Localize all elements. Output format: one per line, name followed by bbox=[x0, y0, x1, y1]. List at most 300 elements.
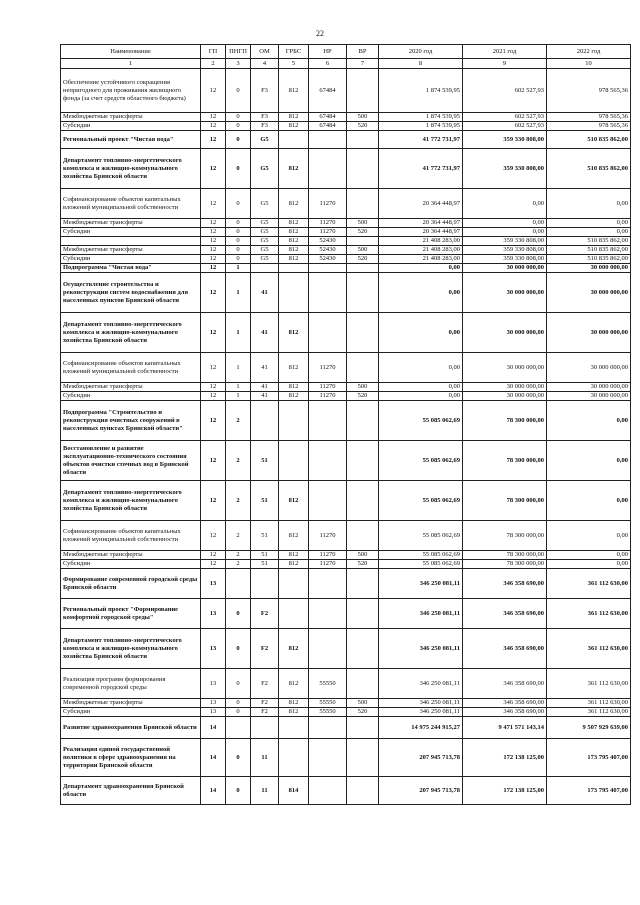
row-amount-2022: 0,00 bbox=[547, 401, 631, 441]
row-vr bbox=[347, 149, 379, 189]
row-vr: 520 bbox=[347, 228, 379, 237]
header-vr: ВР bbox=[347, 45, 379, 59]
column-number: 4 bbox=[251, 59, 279, 69]
row-amount-2021: 9 471 571 143,14 bbox=[463, 717, 547, 739]
row-amount-2020: 41 772 731,97 bbox=[379, 131, 463, 149]
row-amount-2022: 0,00 bbox=[547, 189, 631, 219]
row-amount-2022: 30 000 000,00 bbox=[547, 383, 631, 392]
page-number: 22 bbox=[316, 29, 324, 38]
row-grbs bbox=[279, 401, 309, 441]
row-nr: 52430 bbox=[309, 255, 347, 264]
row-amount-2021: 30 000 000,00 bbox=[463, 264, 547, 273]
row-vr bbox=[347, 717, 379, 739]
row-om bbox=[251, 569, 279, 599]
row-om: G5 bbox=[251, 228, 279, 237]
row-amount-2022: 30 000 000,00 bbox=[547, 264, 631, 273]
row-vr bbox=[347, 69, 379, 113]
row-amount-2020: 41 772 731,97 bbox=[379, 149, 463, 189]
row-amount-2021: 359 330 808,00 bbox=[463, 149, 547, 189]
row-om bbox=[251, 401, 279, 441]
row-om: 41 bbox=[251, 392, 279, 401]
row-amount-2020: 1 874 539,95 bbox=[379, 113, 463, 122]
row-om: 41 bbox=[251, 383, 279, 392]
header-grbs: ГРБС bbox=[279, 45, 309, 59]
row-vr bbox=[347, 237, 379, 246]
row-pngp: 0 bbox=[226, 777, 251, 805]
row-gp: 13 bbox=[201, 669, 226, 699]
row-nr bbox=[309, 569, 347, 599]
table-row bbox=[61, 441, 631, 481]
row-amount-2021: 30 000 000,00 bbox=[463, 273, 547, 313]
row-nr: 11270 bbox=[309, 383, 347, 392]
row-amount-2022: 510 835 862,00 bbox=[547, 255, 631, 264]
table-row bbox=[61, 228, 631, 237]
row-amount-2020: 14 975 244 915,27 bbox=[379, 717, 463, 739]
column-number: 1 bbox=[61, 59, 201, 69]
table-row bbox=[61, 717, 631, 739]
row-vr: 500 bbox=[347, 219, 379, 228]
header-gp: ГП bbox=[201, 45, 226, 59]
row-amount-2020: 55 085 062,69 bbox=[379, 401, 463, 441]
row-nr bbox=[309, 777, 347, 805]
row-gp: 12 bbox=[201, 353, 226, 383]
row-name bbox=[61, 237, 201, 246]
row-amount-2022: 30 000 000,00 bbox=[547, 392, 631, 401]
row-grbs: 812 bbox=[279, 255, 309, 264]
row-nr: 67484 bbox=[309, 69, 347, 113]
row-grbs: 814 bbox=[279, 777, 309, 805]
row-pngp: 0 bbox=[226, 255, 251, 264]
row-amount-2021: 30 000 000,00 bbox=[463, 392, 547, 401]
row-amount-2021: 359 330 808,00 bbox=[463, 246, 547, 255]
row-pngp: 2 bbox=[226, 560, 251, 569]
row-vr bbox=[347, 569, 379, 599]
row-gp: 13 bbox=[201, 708, 226, 717]
table-row bbox=[61, 149, 631, 189]
row-pngp: 0 bbox=[226, 246, 251, 255]
table-row bbox=[61, 392, 631, 401]
row-pngp: 0 bbox=[226, 149, 251, 189]
row-gp: 12 bbox=[201, 383, 226, 392]
row-nr bbox=[309, 739, 347, 777]
row-nr: 52430 bbox=[309, 246, 347, 255]
row-om bbox=[251, 717, 279, 739]
column-number-row bbox=[61, 59, 631, 69]
row-grbs: 812 bbox=[279, 246, 309, 255]
row-pngp bbox=[226, 717, 251, 739]
row-gp: 12 bbox=[201, 228, 226, 237]
row-om: F3 bbox=[251, 113, 279, 122]
row-grbs: 812 bbox=[279, 392, 309, 401]
table-row bbox=[61, 255, 631, 264]
row-amount-2021: 359 330 808,00 bbox=[463, 255, 547, 264]
row-gp: 13 bbox=[201, 629, 226, 669]
row-nr: 11270 bbox=[309, 228, 347, 237]
row-amount-2020: 0,00 bbox=[379, 353, 463, 383]
row-amount-2020: 21 408 283,00 bbox=[379, 255, 463, 264]
row-om bbox=[251, 264, 279, 273]
row-amount-2021: 602 527,93 bbox=[463, 113, 547, 122]
row-vr: 520 bbox=[347, 122, 379, 131]
row-amount-2021: 78 300 000,00 bbox=[463, 551, 547, 560]
row-amount-2021: 30 000 000,00 bbox=[463, 313, 547, 353]
row-amount-2021: 30 000 000,00 bbox=[463, 383, 547, 392]
table-row bbox=[61, 131, 631, 149]
row-gp: 12 bbox=[201, 255, 226, 264]
row-grbs bbox=[279, 599, 309, 629]
row-vr: 500 bbox=[347, 699, 379, 708]
row-gp: 13 bbox=[201, 699, 226, 708]
row-pngp: 2 bbox=[226, 401, 251, 441]
row-amount-2021: 78 300 000,00 bbox=[463, 441, 547, 481]
row-grbs: 812 bbox=[279, 353, 309, 383]
table-row bbox=[61, 708, 631, 717]
row-gp: 12 bbox=[201, 441, 226, 481]
row-pngp: 0 bbox=[226, 113, 251, 122]
row-nr: 11270 bbox=[309, 189, 347, 219]
row-vr bbox=[347, 777, 379, 805]
table-row bbox=[61, 353, 631, 383]
header-nr: НР bbox=[309, 45, 347, 59]
row-vr: 500 bbox=[347, 551, 379, 560]
row-vr bbox=[347, 521, 379, 551]
row-om: G5 bbox=[251, 255, 279, 264]
row-amount-2020: 346 250 081,11 bbox=[379, 699, 463, 708]
row-amount-2021: 346 358 690,00 bbox=[463, 569, 547, 599]
row-amount-2020: 55 085 062,69 bbox=[379, 551, 463, 560]
row-om: 11 bbox=[251, 739, 279, 777]
row-grbs bbox=[279, 569, 309, 599]
header-2020: 2020 год bbox=[379, 45, 463, 59]
row-grbs: 812 bbox=[279, 560, 309, 569]
row-amount-2020: 55 085 062,69 bbox=[379, 481, 463, 521]
row-grbs: 812 bbox=[279, 228, 309, 237]
row-gp: 12 bbox=[201, 122, 226, 131]
row-nr: 11270 bbox=[309, 353, 347, 383]
row-vr bbox=[347, 189, 379, 219]
row-name: Департамент топливно-энергетического комплекса и жилищно-коммунального хозяйства Брянской области bbox=[61, 481, 201, 521]
column-number: 9 bbox=[463, 59, 547, 69]
row-nr: 11270 bbox=[309, 551, 347, 560]
row-grbs: 812 bbox=[279, 551, 309, 560]
row-vr bbox=[347, 629, 379, 669]
row-pngp: 0 bbox=[226, 629, 251, 669]
row-grbs: 812 bbox=[279, 383, 309, 392]
row-amount-2020: 0,00 bbox=[379, 313, 463, 353]
row-gp: 12 bbox=[201, 264, 226, 273]
row-nr bbox=[309, 264, 347, 273]
row-vr bbox=[347, 739, 379, 777]
row-amount-2022: 0,00 bbox=[547, 481, 631, 521]
row-om: G5 bbox=[251, 246, 279, 255]
row-om: F2 bbox=[251, 699, 279, 708]
row-pngp: 2 bbox=[226, 441, 251, 481]
row-om: 41 bbox=[251, 313, 279, 353]
row-amount-2020: 0,00 bbox=[379, 273, 463, 313]
row-pngp: 2 bbox=[226, 481, 251, 521]
row-name: Подпрограмма "Чистая вода" bbox=[61, 264, 201, 273]
row-grbs bbox=[279, 441, 309, 481]
header-2022: 2022 год bbox=[547, 45, 631, 59]
row-amount-2021: 78 300 000,00 bbox=[463, 521, 547, 551]
table-row bbox=[61, 401, 631, 441]
row-name: Субсидии bbox=[61, 560, 201, 569]
row-amount-2021: 602 527,93 bbox=[463, 122, 547, 131]
column-number: 7 bbox=[347, 59, 379, 69]
row-name: Обеспечение устойчивого сокращения непригодного для проживания жилищного фонда (за счет средств областного бюджета) bbox=[61, 69, 201, 113]
row-om: 51 bbox=[251, 521, 279, 551]
row-pngp: 2 bbox=[226, 521, 251, 551]
row-name: Межбюджетные трансферты bbox=[61, 113, 201, 122]
row-amount-2022: 361 112 630,00 bbox=[547, 599, 631, 629]
table-row bbox=[61, 599, 631, 629]
row-grbs: 812 bbox=[279, 69, 309, 113]
row-pngp: 0 bbox=[226, 219, 251, 228]
row-vr bbox=[347, 131, 379, 149]
row-vr bbox=[347, 313, 379, 353]
row-nr bbox=[309, 131, 347, 149]
column-number: 3 bbox=[226, 59, 251, 69]
row-om: F2 bbox=[251, 599, 279, 629]
row-om: 11 bbox=[251, 777, 279, 805]
row-vr: 500 bbox=[347, 113, 379, 122]
row-name: Софинансирование объектов капитальных вложений муниципальной собственности bbox=[61, 353, 201, 383]
row-name: Субсидии bbox=[61, 392, 201, 401]
table-row bbox=[61, 739, 631, 777]
table-row bbox=[61, 69, 631, 113]
row-grbs: 812 bbox=[279, 189, 309, 219]
row-amount-2021: 346 358 690,00 bbox=[463, 599, 547, 629]
table-row bbox=[61, 313, 631, 353]
row-om: 51 bbox=[251, 481, 279, 521]
row-amount-2021: 346 358 690,00 bbox=[463, 708, 547, 717]
budget-table bbox=[60, 44, 631, 805]
row-amount-2020: 346 250 081,11 bbox=[379, 599, 463, 629]
row-om: G5 bbox=[251, 189, 279, 219]
row-name: Субсидии bbox=[61, 708, 201, 717]
row-pngp: 1 bbox=[226, 383, 251, 392]
row-nr bbox=[309, 481, 347, 521]
header-row bbox=[61, 45, 631, 59]
row-pngp bbox=[226, 569, 251, 599]
row-pngp: 0 bbox=[226, 228, 251, 237]
table-row bbox=[61, 481, 631, 521]
row-amount-2022: 361 112 630,00 bbox=[547, 699, 631, 708]
row-nr bbox=[309, 149, 347, 189]
row-amount-2021: 172 138 125,00 bbox=[463, 739, 547, 777]
row-amount-2021: 30 000 000,00 bbox=[463, 353, 547, 383]
row-pngp: 0 bbox=[226, 699, 251, 708]
row-grbs bbox=[279, 739, 309, 777]
row-name: Реализация единой государственной политики в сфере здравоохранения на территории Брянской области bbox=[61, 739, 201, 777]
table-row bbox=[61, 219, 631, 228]
row-vr bbox=[347, 264, 379, 273]
table-row bbox=[61, 569, 631, 599]
row-gp: 12 bbox=[201, 521, 226, 551]
row-om: F3 bbox=[251, 122, 279, 131]
row-name: Департамент топливно-энергетического комплекса и жилищно-коммунального хозяйства Брянской области bbox=[61, 629, 201, 669]
row-om: G5 bbox=[251, 219, 279, 228]
row-name: Межбюджетные трансферты bbox=[61, 246, 201, 255]
table-row bbox=[61, 521, 631, 551]
row-vr bbox=[347, 481, 379, 521]
row-amount-2020: 0,00 bbox=[379, 264, 463, 273]
row-pngp: 1 bbox=[226, 313, 251, 353]
row-om: F2 bbox=[251, 629, 279, 669]
table-row bbox=[61, 699, 631, 708]
row-gp: 12 bbox=[201, 551, 226, 560]
row-amount-2022: 978 565,36 bbox=[547, 69, 631, 113]
row-name: Департамент топливно-энергетического комплекса и жилищно-коммунального хозяйства Брянской области bbox=[61, 313, 201, 353]
row-pngp: 0 bbox=[226, 708, 251, 717]
row-gp: 14 bbox=[201, 717, 226, 739]
row-pngp: 0 bbox=[226, 237, 251, 246]
row-nr: 67484 bbox=[309, 113, 347, 122]
row-grbs: 812 bbox=[279, 521, 309, 551]
row-amount-2020: 346 250 081,11 bbox=[379, 629, 463, 669]
row-nr: 11270 bbox=[309, 392, 347, 401]
row-amount-2021: 602 527,93 bbox=[463, 69, 547, 113]
row-name: Межбюджетные трансферты bbox=[61, 383, 201, 392]
row-amount-2022: 9 507 929 639,00 bbox=[547, 717, 631, 739]
row-nr: 55550 bbox=[309, 699, 347, 708]
row-amount-2022: 0,00 bbox=[547, 521, 631, 551]
row-amount-2022: 173 795 407,00 bbox=[547, 739, 631, 777]
row-gp: 12 bbox=[201, 69, 226, 113]
row-nr: 55550 bbox=[309, 708, 347, 717]
column-number: 2 bbox=[201, 59, 226, 69]
row-name: Реализация программ формирования современной городской среды bbox=[61, 669, 201, 699]
row-amount-2020: 346 250 081,11 bbox=[379, 569, 463, 599]
row-om: 51 bbox=[251, 560, 279, 569]
row-vr: 520 bbox=[347, 560, 379, 569]
row-grbs: 812 bbox=[279, 481, 309, 521]
row-vr bbox=[347, 401, 379, 441]
row-pngp: 1 bbox=[226, 273, 251, 313]
row-amount-2021: 78 300 000,00 bbox=[463, 560, 547, 569]
row-gp: 12 bbox=[201, 131, 226, 149]
row-amount-2020: 55 085 062,69 bbox=[379, 441, 463, 481]
row-grbs: 812 bbox=[279, 669, 309, 699]
row-amount-2021: 0,00 bbox=[463, 219, 547, 228]
row-grbs bbox=[279, 131, 309, 149]
row-amount-2021: 0,00 bbox=[463, 189, 547, 219]
row-nr: 55550 bbox=[309, 669, 347, 699]
row-amount-2020: 21 408 283,00 bbox=[379, 246, 463, 255]
row-om: 41 bbox=[251, 353, 279, 383]
row-amount-2021: 172 138 125,00 bbox=[463, 777, 547, 805]
row-amount-2022: 978 565,36 bbox=[547, 113, 631, 122]
row-amount-2021: 0,00 bbox=[463, 228, 547, 237]
row-amount-2022: 361 112 630,00 bbox=[547, 569, 631, 599]
row-amount-2020: 346 250 081,11 bbox=[379, 669, 463, 699]
header-om: ОМ bbox=[251, 45, 279, 59]
row-name: Региональный проект "Чистая вода" bbox=[61, 131, 201, 149]
row-grbs: 812 bbox=[279, 237, 309, 246]
row-name: Департамент топливно-энергетического комплекса и жилищно-коммунального хозяйства Брянской области bbox=[61, 149, 201, 189]
row-gp: 12 bbox=[201, 401, 226, 441]
row-grbs: 812 bbox=[279, 699, 309, 708]
row-amount-2022: 978 565,36 bbox=[547, 122, 631, 131]
row-pngp: 0 bbox=[226, 189, 251, 219]
row-pngp: 1 bbox=[226, 353, 251, 383]
column-number: 6 bbox=[309, 59, 347, 69]
table-row bbox=[61, 777, 631, 805]
row-name: Межбюджетные трансферты bbox=[61, 551, 201, 560]
row-grbs bbox=[279, 273, 309, 313]
table-row bbox=[61, 273, 631, 313]
row-pngp: 0 bbox=[226, 669, 251, 699]
row-grbs bbox=[279, 264, 309, 273]
row-om: 41 bbox=[251, 273, 279, 313]
row-om: G5 bbox=[251, 149, 279, 189]
row-name: Региональный проект "Формирование комфортной городской среды" bbox=[61, 599, 201, 629]
row-gp: 13 bbox=[201, 599, 226, 629]
row-om: F3 bbox=[251, 69, 279, 113]
row-nr: 11270 bbox=[309, 521, 347, 551]
row-name: Софинансирование объектов капитальных вложений муниципальной собственности bbox=[61, 189, 201, 219]
row-gp: 12 bbox=[201, 189, 226, 219]
row-name: Софинансирование объектов капитальных вложений муниципальной собственности bbox=[61, 521, 201, 551]
row-pngp: 2 bbox=[226, 551, 251, 560]
table-body bbox=[61, 69, 631, 805]
row-nr bbox=[309, 273, 347, 313]
row-grbs: 812 bbox=[279, 122, 309, 131]
row-pngp: 0 bbox=[226, 131, 251, 149]
row-nr bbox=[309, 717, 347, 739]
row-grbs: 812 bbox=[279, 708, 309, 717]
row-amount-2022: 30 000 000,00 bbox=[547, 313, 631, 353]
row-nr bbox=[309, 313, 347, 353]
row-grbs: 812 bbox=[279, 113, 309, 122]
row-amount-2020: 346 250 081,11 bbox=[379, 708, 463, 717]
row-name: Осуществление строительства и реконструкции систем водоснабжения для населенных пунктов Брянской области bbox=[61, 273, 201, 313]
table-row bbox=[61, 122, 631, 131]
row-amount-2022: 361 112 630,00 bbox=[547, 708, 631, 717]
row-amount-2020: 0,00 bbox=[379, 392, 463, 401]
row-amount-2020: 207 945 713,78 bbox=[379, 739, 463, 777]
row-gp: 12 bbox=[201, 313, 226, 353]
table-row bbox=[61, 237, 631, 246]
table-row bbox=[61, 383, 631, 392]
row-amount-2022: 30 000 000,00 bbox=[547, 353, 631, 383]
row-amount-2020: 20 364 448,97 bbox=[379, 219, 463, 228]
row-amount-2022: 0,00 bbox=[547, 441, 631, 481]
row-vr: 520 bbox=[347, 392, 379, 401]
row-amount-2022: 0,00 bbox=[547, 228, 631, 237]
row-grbs: 812 bbox=[279, 313, 309, 353]
row-vr bbox=[347, 599, 379, 629]
row-om: G5 bbox=[251, 131, 279, 149]
table-row bbox=[61, 560, 631, 569]
column-number: 5 bbox=[279, 59, 309, 69]
row-vr: 520 bbox=[347, 255, 379, 264]
row-amount-2022: 0,00 bbox=[547, 219, 631, 228]
row-nr: 67484 bbox=[309, 122, 347, 131]
row-amount-2021: 78 300 000,00 bbox=[463, 401, 547, 441]
row-name: Подпрограмма "Строительство и реконструкция очистных сооружений в населенных пунктах Брянской области" bbox=[61, 401, 201, 441]
row-name: Департамент здравоохранения Брянской области bbox=[61, 777, 201, 805]
row-amount-2020: 20 364 448,97 bbox=[379, 189, 463, 219]
row-amount-2022: 510 835 862,00 bbox=[547, 149, 631, 189]
row-nr bbox=[309, 599, 347, 629]
table-row bbox=[61, 264, 631, 273]
row-gp: 12 bbox=[201, 392, 226, 401]
row-amount-2021: 346 358 690,00 bbox=[463, 699, 547, 708]
row-amount-2022: 0,00 bbox=[547, 560, 631, 569]
row-amount-2021: 78 300 000,00 bbox=[463, 481, 547, 521]
row-vr: 500 bbox=[347, 383, 379, 392]
